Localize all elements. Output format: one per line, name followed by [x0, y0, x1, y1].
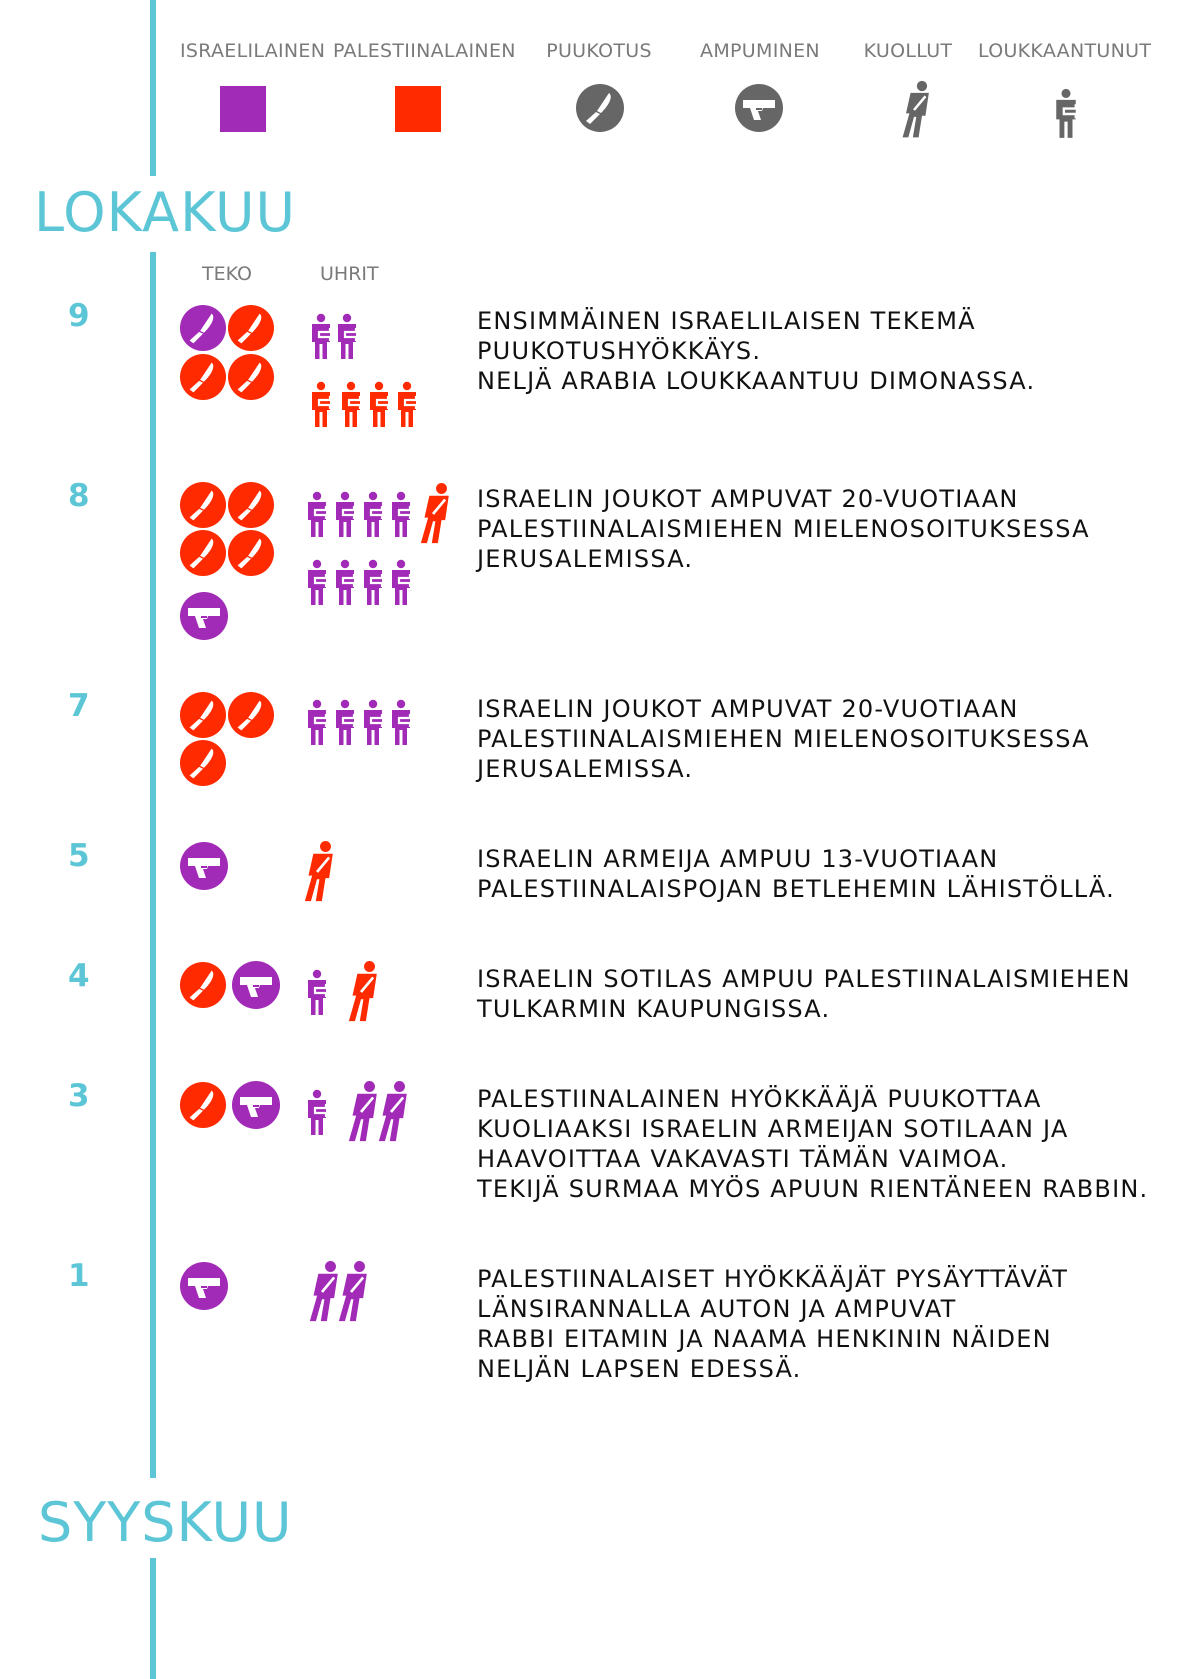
event-description	[477, 1264, 1068, 1384]
legend-shooting-label: AMPUMINEN	[700, 40, 820, 62]
event-description	[477, 694, 1090, 784]
event-description	[477, 1084, 1148, 1204]
dead-person-icon	[334, 1260, 368, 1324]
dead-person-icon	[300, 840, 334, 904]
event-day: 1	[68, 1258, 90, 1294]
gun-icon	[232, 1081, 280, 1129]
event-line: NELJÄN LAPSEN EDESSÄ.	[477, 1355, 802, 1383]
event-line: TEKIJÄ SURMAA MYÖS APUUN RIENTÄNEEN RABBIN.	[477, 1175, 1149, 1203]
injured-person-icon	[309, 374, 333, 436]
event-line: JERUSALEMISSA.	[477, 545, 694, 573]
legend-injured	[978, 40, 1152, 62]
knife-icon	[180, 692, 226, 738]
knife-icon	[180, 1082, 226, 1128]
injured-person-icon	[333, 484, 357, 546]
event-description	[477, 306, 1035, 396]
knife-icon	[228, 354, 274, 400]
event-line: ISRAELIN SOTILAS AMPUU PALESTIINALAISMIEHEN	[477, 965, 1131, 993]
event-day: 9	[68, 298, 90, 334]
event-line: LÄNSIRANNALLA AUTON JA AMPUVAT	[477, 1295, 957, 1323]
knife-icon	[228, 692, 274, 738]
injured-person-icon	[335, 306, 359, 368]
event-line: ENSIMMÄINEN ISRAELILAISEN TEKEMÄ	[477, 307, 976, 335]
legend-dead	[862, 40, 954, 62]
injured-person-icon	[339, 374, 363, 436]
timeline-line-middle	[150, 252, 156, 1478]
event-line: PALESTIINALAISET HYÖKKÄÄJÄT PYSÄYTTÄVÄT	[477, 1265, 1069, 1293]
injured-person-icon	[367, 374, 391, 436]
column-victims: UHRIT	[320, 263, 379, 285]
knife-icon	[228, 482, 274, 528]
injured-person-icon	[1053, 86, 1079, 142]
event-day: 3	[68, 1078, 90, 1114]
injured-person-icon	[361, 692, 385, 754]
legend-palestinian-label: PALESTIINALAINEN	[333, 40, 516, 62]
legend-israeli-label: ISRAELILAINEN	[180, 40, 326, 62]
legend-shooting	[696, 40, 824, 62]
gun-icon	[232, 961, 280, 1009]
event-line: PALESTIINALAINEN HYÖKKÄÄJÄ PUUKOTTAA	[477, 1085, 1042, 1113]
knife-icon	[180, 354, 226, 400]
event-line: ISRAELIN JOUKOT AMPUVAT 20-VUOTIAAN	[477, 485, 1019, 513]
knife-icon	[180, 305, 226, 351]
event-line: ISRAELIN ARMEIJA AMPUU 13-VUOTIAAN	[477, 845, 999, 873]
event-day: 8	[68, 478, 90, 514]
timeline-line-top	[150, 0, 156, 176]
injured-person-icon	[305, 484, 329, 546]
month-october: LOKAKUU	[34, 181, 297, 244]
injured-person-icon	[389, 484, 413, 546]
knife-icon	[228, 305, 274, 351]
israeli-swatch	[220, 86, 266, 132]
injured-person-icon	[305, 692, 329, 754]
injured-person-icon	[333, 552, 357, 614]
injured-person-icon	[309, 306, 333, 368]
event-line: PUUKOTUSHYÖKKÄYS.	[477, 337, 762, 365]
event-day: 4	[68, 958, 90, 994]
dead-person-icon	[344, 1080, 378, 1144]
gun-icon	[735, 84, 783, 132]
gun-icon	[180, 592, 228, 640]
event-line: RABBI EITAMIN JA NAAMA HENKININ NÄIDEN	[477, 1325, 1052, 1353]
event-line: JERUSALEMISSA.	[477, 755, 694, 783]
event-line: TULKARMIN KAUPUNGISSA.	[477, 995, 831, 1023]
column-act: TEKO	[202, 263, 252, 285]
event-line: KUOLIAAKSI ISRAELIN ARMEIJAN SOTILAAN JA	[477, 1115, 1069, 1143]
legend-dead-label: KUOLLUT	[863, 40, 953, 62]
injured-person-icon	[305, 962, 329, 1024]
event-day: 7	[68, 688, 90, 724]
palestinian-swatch	[395, 86, 441, 132]
knife-icon	[576, 84, 624, 132]
dead-person-icon	[416, 482, 450, 546]
injured-person-icon	[389, 692, 413, 754]
legend-israeli	[180, 40, 326, 62]
gun-icon	[180, 842, 228, 890]
event-line: HAAVOITTAA VAKAVASTI TÄMÄN VAIMOA.	[477, 1145, 1009, 1173]
knife-icon	[180, 962, 226, 1008]
knife-icon	[180, 740, 226, 786]
event-line: PALESTIINALAISMIEHEN MIELENOSOITUKSESSA	[477, 515, 1090, 543]
event-day: 5	[68, 838, 90, 874]
knife-icon	[228, 530, 274, 576]
timeline-line-bottom	[150, 1558, 156, 1679]
legend-stabbing-label: PUUKOTUS	[546, 40, 652, 62]
knife-icon	[180, 530, 226, 576]
dead-person-icon	[374, 1080, 408, 1144]
event-description	[477, 484, 1090, 574]
month-september: SYYSKUU	[38, 1491, 293, 1554]
injured-person-icon	[305, 1082, 329, 1144]
dead-person-icon	[898, 80, 930, 140]
legend-palestinian	[333, 40, 516, 62]
dead-person-icon	[344, 960, 378, 1024]
legend-stabbing	[540, 40, 658, 62]
event-description	[477, 964, 1131, 1024]
event-line: ISRAELIN JOUKOT AMPUVAT 20-VUOTIAAN	[477, 695, 1019, 723]
event-line: PALESTIINALAISMIEHEN MIELENOSOITUKSESSA	[477, 725, 1090, 753]
gun-icon	[180, 1262, 228, 1310]
event-description	[477, 844, 1115, 904]
injured-person-icon	[395, 374, 419, 436]
injured-person-icon	[333, 692, 357, 754]
knife-icon	[180, 482, 226, 528]
injured-person-icon	[305, 552, 329, 614]
event-line: NELJÄ ARABIA LOUKKAANTUU DIMONASSA.	[477, 367, 1036, 395]
injured-person-icon	[361, 484, 385, 546]
injured-person-icon	[361, 552, 385, 614]
event-line: PALESTIINALAISPOJAN BETLEHEMIN LÄHISTÖLLÄ.	[477, 875, 1115, 903]
legend-injured-label: LOUKKAANTUNUT	[978, 40, 1152, 62]
injured-person-icon	[389, 552, 413, 614]
